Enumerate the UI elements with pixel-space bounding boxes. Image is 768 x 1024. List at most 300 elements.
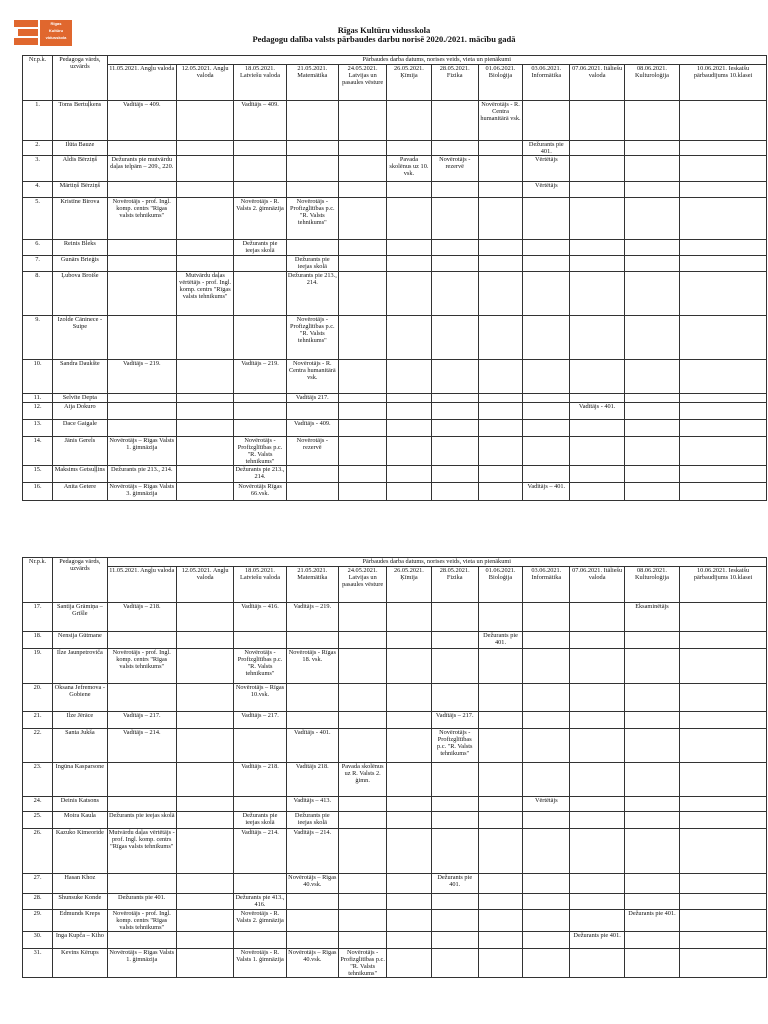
duty-cell <box>176 141 233 156</box>
duty-cell <box>234 797 286 812</box>
duty-cell <box>570 101 624 141</box>
duty-cell <box>387 272 431 316</box>
duty-cell <box>176 360 233 394</box>
duty-cell <box>338 403 386 420</box>
duty-cell <box>176 763 233 797</box>
duty-cell <box>431 632 478 649</box>
duty-cell <box>570 182 624 198</box>
duty-cell <box>478 729 522 763</box>
duty-cell <box>570 812 624 829</box>
duty-cell <box>286 632 338 649</box>
table-row <box>23 829 767 874</box>
duty-cell <box>431 437 478 466</box>
row-number: 7. <box>23 256 53 272</box>
duty-cell <box>431 394 478 403</box>
duty-cell: Novērotājs – Rīgas Valsts 3. ģimnāzija <box>107 483 176 501</box>
duty-cell <box>570 240 624 256</box>
duty-cell: Vadītājs – 217. <box>431 712 478 729</box>
row-number: 6. <box>23 240 53 256</box>
duty-cell <box>680 420 767 437</box>
duty-cell <box>478 712 522 729</box>
teacher-name: Santa Jukša <box>53 729 107 763</box>
header-exam: 28.05.2021. Fizika <box>431 65 478 101</box>
duty-cell <box>176 894 233 910</box>
duty-cell <box>107 763 176 797</box>
duty-cell <box>387 812 431 829</box>
header-exam: 28.05.2021. Fizika <box>431 567 478 603</box>
header-nr: Nr.p.k. <box>23 558 53 603</box>
duty-cell <box>176 466 233 483</box>
duty-cell <box>680 483 767 501</box>
header-exam: 01.06.2021. Bioloģija <box>478 567 522 603</box>
duty-cell <box>478 394 522 403</box>
duty-cell <box>176 932 233 949</box>
duty-cell <box>387 141 431 156</box>
duty-cell <box>234 729 286 763</box>
header-exam: 03.06.2021. Informātika <box>523 65 570 101</box>
duty-cell <box>338 632 386 649</box>
duty-cell <box>431 932 478 949</box>
logo-line: Kultūru <box>48 28 64 33</box>
duty-cell <box>570 797 624 812</box>
duty-cell <box>624 240 679 256</box>
duty-cell <box>176 394 233 403</box>
duty-cell: Dežurants pie ieejas skolā <box>234 240 286 256</box>
duty-cell <box>570 712 624 729</box>
row-number: 17. <box>23 603 53 632</box>
duty-cell <box>523 684 570 712</box>
header-exam: 18.05.2021. Latviešu valoda <box>234 65 286 101</box>
duty-cell <box>338 712 386 729</box>
duty-cell <box>680 763 767 797</box>
duty-cell: Novērotājs - prof. Ingl. komp. centrs "Rīgas valsts tehnikums" <box>107 649 176 684</box>
duty-cell <box>107 874 176 894</box>
duty-cell <box>523 466 570 483</box>
teacher-name: Shunsuke Konde <box>53 894 107 910</box>
duty-cell <box>680 684 767 712</box>
duty-cell <box>680 910 767 932</box>
duty-cell <box>624 812 679 829</box>
duty-cell <box>624 272 679 316</box>
duty-cell <box>176 198 233 240</box>
duty-cell <box>107 632 176 649</box>
table-row <box>23 272 767 316</box>
duty-cell <box>523 910 570 932</box>
row-number: 31. <box>23 949 53 978</box>
duty-cell <box>570 649 624 684</box>
duty-cell <box>338 156 386 182</box>
duty-cell <box>338 932 386 949</box>
duty-cell <box>624 101 679 141</box>
duty-cell <box>478 949 522 978</box>
teacher-name: Aldis Bērziņš <box>53 156 107 182</box>
table-row <box>23 420 767 437</box>
duty-cell <box>680 932 767 949</box>
duty-cell: Novērotājs – Rīgas 40.vsk. <box>286 874 338 894</box>
row-number: 23. <box>23 763 53 797</box>
teacher-name: Moira Kaula <box>53 812 107 829</box>
duty-cell: Vadītājs – 218. <box>107 603 176 632</box>
duty-cell: Dežurants pie 401. <box>523 141 570 156</box>
duty-cell: Novērotājs - Profizglītības p.c. "R. Valsts tehnikums" <box>286 316 338 360</box>
duty-cell <box>338 729 386 763</box>
duty-cell <box>387 466 431 483</box>
header-exam: 18.05.2021. Latviešu valoda <box>234 567 286 603</box>
duty-cell: Vadītājs – 416. <box>234 603 286 632</box>
teacher-name: Reinis Bleks <box>53 240 107 256</box>
table-row <box>23 949 767 978</box>
header-nr: Nr.p.k. <box>23 56 53 101</box>
duty-cell: Novērotājs - Profizglītības p.c. "R. Valsts tehnikums" <box>234 437 286 466</box>
duty-cell <box>431 829 478 874</box>
duty-cell <box>338 101 386 141</box>
duty-cell <box>176 420 233 437</box>
duty-cell: Vērtētājs <box>523 797 570 812</box>
row-number: 16. <box>23 483 53 501</box>
table-row <box>23 729 767 763</box>
teacher-name: Edmunds Kreps <box>53 910 107 932</box>
duty-cell <box>624 874 679 894</box>
duty-cell <box>570 910 624 932</box>
duty-cell <box>387 712 431 729</box>
duty-cell <box>680 182 767 198</box>
duty-cell <box>624 141 679 156</box>
duty-cell: Novērotājs - R. Centra humanitārā vsk. <box>286 360 338 394</box>
duty-cell <box>478 483 522 501</box>
duty-cell: Novērotājs – Rīgas Valsts 1. ģimnāzija <box>107 437 176 466</box>
duty-cell <box>338 829 386 874</box>
duty-cell <box>624 932 679 949</box>
header-exam: 03.06.2021. Informātika <box>523 567 570 603</box>
duty-cell: Dežurants pie 401. <box>107 894 176 910</box>
duty-cell <box>387 437 431 466</box>
duty-cell <box>523 649 570 684</box>
duty-cell <box>431 256 478 272</box>
duty-cell <box>338 466 386 483</box>
duty-cell <box>680 797 767 812</box>
duty-cell <box>478 182 522 198</box>
duty-cell <box>431 403 478 420</box>
duty-cell <box>523 198 570 240</box>
duty-cell <box>176 797 233 812</box>
duty-cell: Novērotājs - R. Valsts 1. ģimnāzija <box>234 949 286 978</box>
header-exam: 24.05.2021. Latvijas un pasaules vēsture <box>338 567 386 603</box>
row-number: 15. <box>23 466 53 483</box>
duty-cell <box>478 829 522 874</box>
duty-cell: Vadītājs – 409. <box>234 101 286 141</box>
table-row <box>23 316 767 360</box>
duty-cell <box>431 141 478 156</box>
duty-cell <box>680 256 767 272</box>
header-name: Pedagoga vārds, uzvārds <box>53 56 107 101</box>
duty-cell <box>478 156 522 182</box>
duty-cell <box>176 256 233 272</box>
duty-cell <box>478 360 522 394</box>
header-exam: 11.05.2021. Angļu valoda <box>107 567 176 603</box>
duty-cell <box>107 240 176 256</box>
duty-cell <box>234 316 286 360</box>
teacher-name: Anita Getere <box>53 483 107 501</box>
duty-cell <box>523 812 570 829</box>
duty-cell <box>523 632 570 649</box>
duty-cell <box>523 272 570 316</box>
duty-cell <box>338 182 386 198</box>
table-row <box>23 603 767 632</box>
teacher-name: Mārtiņš Bērziņš <box>53 182 107 198</box>
row-number: 8. <box>23 272 53 316</box>
duty-cell <box>624 316 679 360</box>
teacher-name: Aija Dokuro <box>53 403 107 420</box>
header-exam: 08.06.2021. Kulturoloģija <box>624 567 679 603</box>
duty-cell <box>478 403 522 420</box>
teacher-name: Kevins Kērups <box>53 949 107 978</box>
table-row <box>23 910 767 932</box>
header-group: Pārbaudes darba datums, norises veids, vieta un pienākumi <box>107 56 766 65</box>
header-exam: 10.06.2021. Ieskaišu pārbaudījums 10.klasei <box>680 65 767 101</box>
table-row <box>23 632 767 649</box>
duty-cell <box>387 198 431 240</box>
duty-cell: Novērotājs - Profizglītības p.c. "R. Valsts tehnikums" <box>431 729 478 763</box>
teacher-name: Oksana Jefremova - Gobiene <box>53 684 107 712</box>
duty-cell <box>680 141 767 156</box>
duty-cell <box>176 156 233 182</box>
row-number: 10. <box>23 360 53 394</box>
duty-cell <box>176 403 233 420</box>
header-exam: 01.06.2021. Bioloģija <box>478 65 522 101</box>
duty-cell <box>478 684 522 712</box>
duty-cell <box>338 420 386 437</box>
duty-cell <box>624 420 679 437</box>
duty-cell <box>478 797 522 812</box>
duty-cell: Vadītājs – 219. <box>234 360 286 394</box>
duty-cell <box>523 420 570 437</box>
teacher-name: Izolde Cāninece - Suipe <box>53 316 107 360</box>
duty-cell: Mutvārdu daļas vērtētājs - prof. Ingl. komp. centrs "Rīgas valsts tehnikums" <box>176 272 233 316</box>
duty-cell <box>478 932 522 949</box>
duty-cell <box>107 316 176 360</box>
row-number: 19. <box>23 649 53 684</box>
duty-cell <box>680 632 767 649</box>
duty-cell <box>387 684 431 712</box>
duty-cell <box>286 182 338 198</box>
duty-cell <box>107 394 176 403</box>
duty-cell <box>387 829 431 874</box>
duty-cell <box>478 812 522 829</box>
duty-cell <box>338 198 386 240</box>
duty-cell <box>286 240 338 256</box>
duty-cell <box>286 712 338 729</box>
duty-cell <box>431 763 478 797</box>
header-exam: 21.05.2021. Matemātika <box>286 567 338 603</box>
duty-cell <box>338 483 386 501</box>
duty-cell <box>387 483 431 501</box>
duty-cell <box>624 437 679 466</box>
duty-cell: Novērotājs Rīgas 66.vsk. <box>234 483 286 501</box>
duty-cell: Dežurants pie ieejas skolā <box>286 812 338 829</box>
duty-cell: Vadītājs – 219. <box>286 603 338 632</box>
duty-cell <box>286 403 338 420</box>
duty-cell <box>338 394 386 403</box>
duty-cell <box>431 684 478 712</box>
row-number: 2. <box>23 141 53 156</box>
duty-cell <box>387 420 431 437</box>
duty-cell <box>387 797 431 812</box>
duty-cell: Dežurants pie 401. <box>624 910 679 932</box>
duty-cell: Vadītājs - 401. <box>286 729 338 763</box>
duty-cell <box>387 182 431 198</box>
duty-cell <box>338 894 386 910</box>
duty-cell <box>431 797 478 812</box>
teacher-name: Inga Kupča – Kiho <box>53 932 107 949</box>
duty-cell <box>234 182 286 198</box>
duty-cell: Vadītājs – 219. <box>107 360 176 394</box>
duty-cell <box>387 240 431 256</box>
duty-cell <box>523 829 570 874</box>
row-number: 30. <box>23 932 53 949</box>
duty-cell: Dežurants pie 401. <box>478 632 522 649</box>
duty-cell: Novērotājs - prof. Ingl. komp. centrs "Rīgas valsts tehnikums" <box>107 910 176 932</box>
header-exam: 21.05.2021. Matemātika <box>286 65 338 101</box>
duty-cell: Dežurants pie 213., 214. <box>234 466 286 483</box>
table-row <box>23 403 767 420</box>
duty-cell <box>176 483 233 501</box>
duty-cell <box>523 360 570 394</box>
teacher-name: Jānis Gerels <box>53 437 107 466</box>
teacher-name: Hasan Khoz <box>53 874 107 894</box>
duty-cell <box>680 272 767 316</box>
duty-cell: Novērotājs – Rīgas 10.vsk. <box>234 684 286 712</box>
duty-cell <box>176 603 233 632</box>
duty-cell <box>338 437 386 466</box>
duty-cell <box>624 729 679 763</box>
table-row <box>23 156 767 182</box>
duty-cell <box>523 894 570 910</box>
duty-cell <box>570 256 624 272</box>
duty-cell: Novērotājs - rezervē <box>431 156 478 182</box>
duty-cell <box>387 403 431 420</box>
duty-cell <box>523 256 570 272</box>
duty-cell <box>624 256 679 272</box>
table-row <box>23 763 767 797</box>
duty-cell <box>286 894 338 910</box>
header-exam: 12.05.2021. Angļu valoda <box>176 567 233 603</box>
duty-cell <box>338 649 386 684</box>
duty-cell <box>387 910 431 932</box>
duty-cell <box>107 932 176 949</box>
duty-cell <box>431 812 478 829</box>
duty-cell: Vadītājs – 409. <box>107 101 176 141</box>
duty-cell <box>338 256 386 272</box>
duty-cell <box>387 649 431 684</box>
schedule-table-1 <box>22 55 767 501</box>
duty-cell <box>523 729 570 763</box>
duty-cell: Novērotājs - R. Valsts 2. ģimnāzija <box>234 198 286 240</box>
header-exam: 24.05.2021. Latvijas un pasaules vēsture <box>338 65 386 101</box>
duty-cell <box>624 394 679 403</box>
duty-cell <box>478 437 522 466</box>
duty-cell: Vadītājs – 214. <box>286 829 338 874</box>
table-row <box>23 240 767 256</box>
duty-cell <box>338 240 386 256</box>
duty-cell: Vadītājs – 214. <box>234 829 286 874</box>
teacher-name: Ingūna Kasparsone <box>53 763 107 797</box>
duty-cell <box>387 949 431 978</box>
teacher-name: Santija Grāmiņa – Grīšle <box>53 603 107 632</box>
teacher-name: Sandra Daukšte <box>53 360 107 394</box>
table-row <box>23 437 767 466</box>
header-exam: 07.06.2021. Itāliešu valoda <box>570 567 624 603</box>
duty-cell <box>478 420 522 437</box>
duty-cell <box>107 256 176 272</box>
duty-cell <box>431 466 478 483</box>
duty-cell: Dežurants pie 413., 416. <box>235 894 285 908</box>
duty-cell <box>523 437 570 466</box>
duty-cell: Dežurants pie ieejas skolā <box>107 812 176 829</box>
row-number: 9. <box>23 316 53 360</box>
duty-cell <box>680 316 767 360</box>
row-number: 26. <box>23 829 53 874</box>
duty-cell: Dežurants pie 213., 214. <box>107 466 176 483</box>
table-row <box>23 256 767 272</box>
duty-cell: Novērotājs – Rīgas Valsts 1. ģimnāzija <box>107 949 176 978</box>
header-name: Pedagoga vārds, uzvārds <box>53 558 107 603</box>
duty-cell: Dežurants pie 401. <box>570 932 624 949</box>
duty-cell <box>338 812 386 829</box>
duty-cell <box>570 437 624 466</box>
duty-cell <box>107 403 176 420</box>
duty-cell <box>338 874 386 894</box>
duty-cell <box>570 894 624 910</box>
duty-cell <box>431 360 478 394</box>
duty-cell <box>680 156 767 182</box>
duty-cell: Vadītājs – 217. <box>234 712 286 729</box>
table-row <box>23 712 767 729</box>
duty-cell <box>680 403 767 420</box>
duty-cell <box>387 874 431 894</box>
duty-cell: Vadītājs 217. <box>286 394 338 403</box>
duty-cell: Vadītājs – 401. <box>523 483 570 501</box>
duty-cell <box>478 198 522 240</box>
duty-cell <box>478 240 522 256</box>
table-row <box>23 360 767 394</box>
row-number: 3. <box>23 156 53 182</box>
duty-cell <box>624 198 679 240</box>
row-number: 4. <box>23 182 53 198</box>
duty-cell <box>478 316 522 360</box>
duty-cell <box>387 894 431 910</box>
duty-cell <box>431 198 478 240</box>
duty-cell <box>523 403 570 420</box>
table-row <box>23 141 767 156</box>
duty-cell <box>680 603 767 632</box>
table-row <box>23 394 767 403</box>
row-number: 25. <box>23 812 53 829</box>
row-number: 1. <box>23 101 53 141</box>
duty-cell: Vadītājs – 218. <box>234 763 286 797</box>
duty-cell <box>176 316 233 360</box>
duty-cell: Dežurants pie mutvārdu daļas telpām – 209., 220. <box>107 156 176 182</box>
duty-cell: Vadītājs – 413. <box>286 797 338 812</box>
duty-cell: Dežurants pie 213., 214. <box>286 272 338 316</box>
duty-cell <box>523 240 570 256</box>
teacher-name: Ļubova Broiše <box>53 272 107 316</box>
duty-cell: Vērtētājs <box>523 182 570 198</box>
duty-cell <box>478 603 522 632</box>
duty-cell: Novērotājs - Profizglītības p.c. "R. Valsts tehnikums" <box>286 198 338 240</box>
duty-cell <box>570 466 624 483</box>
duty-cell <box>680 874 767 894</box>
header-exam: 11.05.2021. Angļu valoda <box>107 65 176 101</box>
